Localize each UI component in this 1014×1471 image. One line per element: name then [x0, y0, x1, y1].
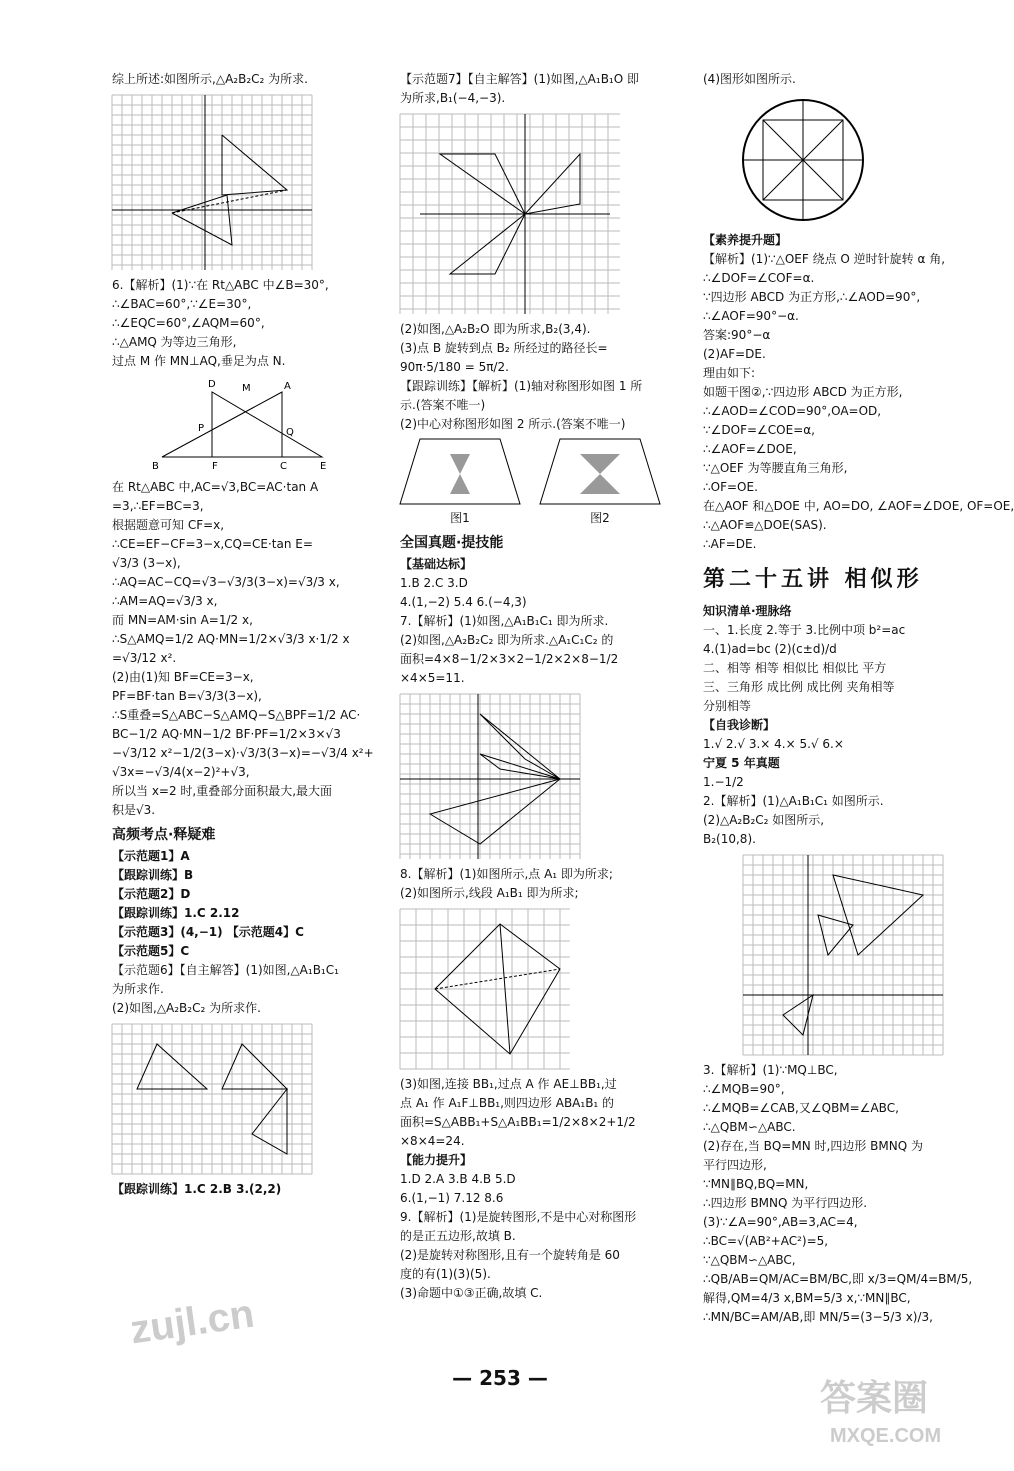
- text-line: ∵四边形 ABCD 为正方形,∴∠AOD=90°,: [703, 290, 921, 304]
- svg-text:D: D: [208, 379, 216, 390]
- text-line: 【示范题5】C: [112, 944, 190, 958]
- coordinate-grid-figure: [112, 95, 312, 270]
- text-line: ×8×4=24.: [400, 1134, 465, 1148]
- rotation-figure: [400, 114, 620, 314]
- text-line: 8.【解析】(1)如图所示,点 A₁ 即为所求;: [400, 867, 613, 881]
- text-line: 4.(1)ad=bc (2)(c±d)/d: [703, 642, 837, 656]
- text-line: (3)命题中①③正确,故填 C.: [400, 1286, 543, 1300]
- text-line: ∴△QBM∽△ABC.: [703, 1120, 796, 1134]
- text-line: 6.【解析】(1)∵在 Rt△ABC 中∠B=30°,: [112, 278, 329, 292]
- text-line: 2.【解析】(1)△A₁B₁C₁ 如图所示.: [703, 794, 884, 808]
- text-line: 答案:90°−α: [703, 328, 771, 342]
- text-line: 9.【解析】(1)是旋转图形,不是中心对称图形: [400, 1210, 637, 1224]
- text-line: 而 MN=AM·sin A=1/2 x,: [112, 613, 253, 627]
- text-line: 点 A₁ 作 A₁F⊥BB₁,则四边形 ABA₁B₁ 的: [400, 1096, 615, 1110]
- triangle-figure: [112, 377, 332, 472]
- text-line: ∵∠DOF=∠COE=α,: [703, 423, 815, 437]
- text-line: ∴∠MQB=∠CAB,又∠QBM=∠ABC,: [703, 1101, 899, 1115]
- text-line: 所以当 x=2 时,重叠部分面积最大,最大面: [112, 784, 333, 798]
- column-left: [112, 70, 394, 1199]
- text-line: ∴S△AMQ=1/2 AQ·MN=1/2×√3/3 x·1/2 x: [112, 632, 350, 646]
- text-line: (2)△A₂B₂C₂ 如图所示,: [703, 813, 825, 827]
- section-heading: 高频考点·释疑难: [112, 827, 216, 843]
- text-line: (2)如图,△A₂B₂C₂ 即为所求.△A₁C₁C₂ 的: [400, 633, 614, 647]
- text-line: ∴四边形 BMNQ 为平行四边形.: [703, 1196, 868, 1210]
- text-line: 【跟踪训练】1.C 2.12: [112, 906, 240, 920]
- svg-text:A: A: [284, 381, 291, 392]
- text-line: ∴S重叠=S△ABC−S△AMQ−S△BPF=1/2 AC·: [112, 708, 361, 722]
- text-line: 【能力提升】: [400, 1153, 473, 1167]
- text-line: ×4×5=11.: [400, 671, 465, 685]
- triangles-grid-figure: [400, 694, 580, 859]
- text-line: 示.(答案不唯一): [400, 398, 486, 412]
- text-line: ∴QB/AB=QM/AC=BM/BC,即 x/3=QM/4=BM/5,: [703, 1272, 973, 1286]
- figure-2: [540, 434, 660, 528]
- text-line: 【示范题3】(4,−1) 【示范题4】C: [112, 925, 304, 939]
- text-line: (2)如图所示,线段 A₁B₁ 即为所求;: [400, 886, 579, 900]
- svg-text:Q: Q: [286, 427, 294, 438]
- similar-triangles-grid-figure: [743, 855, 943, 1055]
- text-line: 过点 M 作 MN⊥AQ,垂足为点 N.: [112, 354, 286, 368]
- text-line: (3)∵∠A=90°,AB=3,AC=4,: [703, 1215, 858, 1229]
- text-line: (2)存在,当 BQ=MN 时,四边形 BMNQ 为: [703, 1139, 923, 1153]
- text-line: ∴∠AOF=∠DOE,: [703, 442, 797, 456]
- text-line: (2)AF=DE.: [703, 347, 766, 361]
- text-line: 的是正五边形,故填 B.: [400, 1229, 516, 1243]
- text-line: (4)图形如图所示.: [703, 72, 796, 86]
- text-line: 面积=S△ABB₁+S△A₁BB₁=1/2×8×2+1/2: [400, 1115, 636, 1129]
- text-line: (3)如图,连接 BB₁,过点 A 作 AE⊥BB₁,过: [400, 1077, 617, 1091]
- text-line: ∴∠MQB=90°,: [703, 1082, 785, 1096]
- text-line: 4.(1,−2) 5.4 6.(−4,3): [400, 595, 527, 609]
- text-line: ∴∠DOF=∠COF=α.: [703, 271, 815, 285]
- text-line: 根据题意可知 CF=x,: [112, 518, 225, 532]
- text-line: 1.B 2.C 3.D: [400, 576, 468, 590]
- text-line: 【示范题1】A: [112, 849, 190, 863]
- text-line: 一、1.长度 2.等于 3.比例中项 b²=ac: [703, 623, 906, 637]
- text-line: B₂(10,8).: [703, 832, 756, 846]
- text-line: 知识清单·理脉络: [703, 604, 792, 618]
- watermark: zujl.cn: [127, 1291, 257, 1353]
- column-right: [703, 70, 1014, 1327]
- text-line: 度的有(1)(3)(5).: [400, 1267, 491, 1281]
- svg-text:P: P: [198, 423, 205, 434]
- text-line: 【跟踪训练】B: [112, 868, 194, 882]
- text-line: 在 Rt△ABC 中,AC=√3,BC=AC·tan A: [112, 480, 319, 494]
- text-line: 【跟踪训练】1.C 2.B 3.(2,2): [112, 1182, 282, 1196]
- answers-list: [112, 847, 394, 1018]
- text-line: (2)如图,△A₂B₂O 即为所求,B₂(3,4).: [400, 322, 591, 336]
- figure-1: [400, 434, 520, 528]
- text-line: 积是√3.: [112, 803, 156, 817]
- text-line: 宁夏 5 年真题: [703, 756, 780, 770]
- text-line: 如题干图②,∵四边形 ABCD 为正方形,: [703, 385, 903, 399]
- text-line: (2)由(1)知 BF=CE=3−x,: [112, 670, 254, 684]
- figure-caption: 图1: [450, 511, 470, 525]
- text-line: (2)是旋转对称图形,且有一个旋转角是 60: [400, 1248, 620, 1262]
- circle-pattern-figure: [733, 95, 953, 225]
- watermark-url: MXQE.COM: [830, 1425, 942, 1447]
- text-line: −√3/12 x²−1/2(3−x)·√3/3(3−x)=−√3/4 x²+: [112, 746, 374, 760]
- text-line: √3/3 (3−x),: [112, 556, 181, 570]
- text-line: 二、相等 相等 相似比 相似比 平方: [703, 661, 887, 675]
- text-line: ∴△AOF≌△DOE(SAS).: [703, 518, 827, 532]
- summary-line: 综上所述:如图所示,△A₂B₂C₂ 为所求.: [112, 72, 308, 86]
- q6-solution: [112, 478, 394, 820]
- svg-text:C: C: [280, 461, 287, 472]
- text-line: 【素养提升题】: [703, 233, 788, 247]
- watermark-logo: 答案圈: [820, 1377, 929, 1418]
- text-line: 解得,QM=4/3 x,BM=5/3 x,∵MN∥BC,: [703, 1291, 911, 1305]
- text-line: ∴AM=AQ=√3/3 x,: [112, 594, 218, 608]
- text-line: 为所求作.: [112, 982, 164, 996]
- text-line: ∴CE=EF−CF=3−x,CQ=CE·tan E=: [112, 537, 313, 551]
- text-line: 平行四边形,: [703, 1158, 767, 1172]
- text-line: 在△AOF 和△DOE 中, AO=DO, ∠AOF=∠DOE, OF=OE,: [703, 499, 1014, 513]
- text-line: BC−1/2 AQ·MN−1/2 BF·PF=1/2×3×√3: [112, 727, 341, 741]
- section-heading: 全国真题·提技能: [400, 535, 504, 551]
- svg-text:F: F: [212, 461, 218, 472]
- text-line: =√3/12 x².: [112, 651, 177, 665]
- figure-caption: 图2: [590, 511, 610, 525]
- text-line: ∴OF=OE.: [703, 480, 758, 494]
- text-line: (3)点 B 旋转到点 B₂ 所经过的路径长=: [400, 341, 608, 355]
- text-line: ∵△OEF 为等腰直角三角形,: [703, 461, 848, 475]
- text-line: 90π·5/180 = 5π/2.: [400, 360, 509, 374]
- text-line: 分别相等: [703, 699, 752, 713]
- text-line: ∴∠AOD=∠COD=90°,OA=OD,: [703, 404, 882, 418]
- grid-triangles-figure: [112, 1024, 312, 1174]
- text-line: 6.(1,−1) 7.12 8.6: [400, 1191, 504, 1205]
- text-line: 【跟踪训练】【解析】(1)轴对称图形如图 1 所: [400, 379, 643, 393]
- text-line: PF=BF·tan B=√3/3(3−x),: [112, 689, 262, 703]
- svg-text:E: E: [320, 461, 327, 472]
- page-number: — 253 —: [452, 1366, 548, 1390]
- text-line: 【示范题2】D: [112, 887, 191, 901]
- text-line: 3.【解析】(1)∵MQ⊥BC,: [703, 1063, 838, 1077]
- text-line: ∴∠AOF=90°−α.: [703, 309, 799, 323]
- text-line: 1.−1/2: [703, 775, 744, 789]
- lecture-title: 第二十五讲 相似形: [703, 567, 923, 592]
- quadrilateral-figure: [400, 909, 570, 1069]
- text-line: 三、三角形 成比例 成比例 夹角相等: [703, 680, 895, 694]
- text-line: 【基础达标】: [400, 557, 473, 571]
- q6-block: [112, 276, 394, 371]
- text-line: 1.D 2.A 3.B 4.B 5.D: [400, 1172, 516, 1186]
- text-line: ∴△AMQ 为等边三角形,: [112, 335, 237, 349]
- text-line: ∴MN/BC=AM/AB,即 MN/5=(3−5/3 x)/3,: [703, 1310, 933, 1324]
- text-line: √3x=−√3/4(x−2)²+√3,: [112, 765, 250, 779]
- svg-text:B: B: [152, 461, 159, 472]
- text-line: ∴∠EQC=60°,∠AQM=60°,: [112, 316, 265, 330]
- text-line: 【解析】(1)∵△OEF 绕点 O 逆时针旋转 α 角,: [703, 252, 946, 266]
- text-line: =3,∴EF=BC=3,: [112, 499, 204, 513]
- text-line: ∴AQ=AC−CQ=√3−√3/3(3−x)=√3/3 x,: [112, 575, 340, 589]
- text-line: ∵△QBM∽△ABC,: [703, 1253, 796, 1267]
- text-line: 【示范题6】【自主解答】(1)如图,△A₁B₁C₁: [112, 963, 339, 977]
- text-line: 理由如下:: [703, 366, 756, 380]
- text-line: ∴BC=√(AB²+AC²)=5,: [703, 1234, 829, 1248]
- text-line: 为所求,B₁(−4,−3).: [400, 91, 506, 105]
- text-line: ∴∠BAC=60°,∵∠E=30°,: [112, 297, 252, 311]
- column-middle: [400, 70, 690, 1303]
- text-line: 【示范题7】【自主解答】(1)如图,△A₁B₁O 即: [400, 72, 639, 86]
- symmetry-figures: [400, 434, 690, 528]
- text-line: ∴AF=DE.: [703, 537, 757, 551]
- text-line: (2)如图,△A₂B₂C₂ 为所求作.: [112, 1001, 261, 1015]
- text-line: 7.【解析】(1)如图,△A₁B₁C₁ 即为所求.: [400, 614, 609, 628]
- svg-text:M: M: [242, 383, 251, 394]
- text-line: 面积=4×8−1/2×3×2−1/2×2×8−1/2: [400, 652, 619, 666]
- text-line: ∵MN∥BQ,BQ=MN,: [703, 1177, 809, 1191]
- text-line: 1.√ 2.√ 3.× 4.× 5.√ 6.×: [703, 737, 844, 751]
- text-line: 【自我诊断】: [703, 718, 776, 732]
- text-line: (2)中心对称图形如图 2 所示.(答案不唯一): [400, 417, 626, 431]
